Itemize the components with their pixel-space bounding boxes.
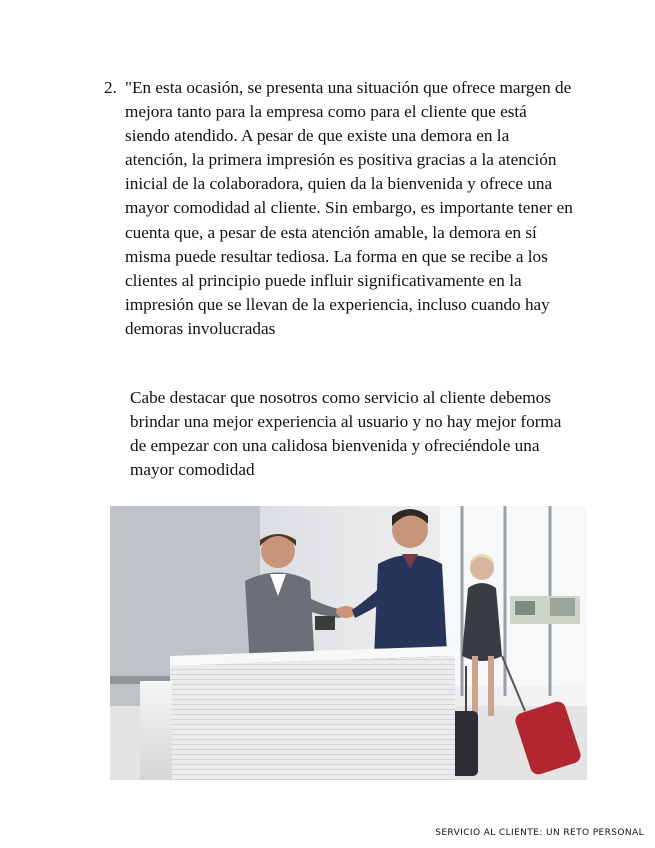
paragraph-text: "En esta ocasión, se presenta una situación que ofrece margen de mejora tanto para la empresa como para el cliente que está siendo atendido. A pesar de que existe una demora en la atención, la primera impresión es positiva gracias a la atención inicial de la colaboradora, quien da la bienvenida y ofrece una mayor comodidad al cliente. Sin embargo, es importante tener en cuenta que, a pesar de esta atención amable, la demora en sí misma puede resultar tediosa. La forma en que se recibe a los clientes al principio puede influir significativamente en la impresión que se llevan de la experiencia, incluso cuando hay demoras involucradas xyxy=(125,78,573,338)
closing-paragraph: Cabe destacar que nosotros como servicio al cliente debemos brindar una mejor experiencia al usuario y no hay mejor forma de empezar con una calidosa bienvenida y ofreciéndole una mayor comodidad xyxy=(130,388,562,480)
reception-photo xyxy=(110,506,587,780)
numbered-paragraph xyxy=(104,76,574,341)
item-number: 2. xyxy=(104,78,117,97)
running-footer: SERVICIO AL CLIENTE: UN RETO PERSONAL xyxy=(435,828,644,838)
